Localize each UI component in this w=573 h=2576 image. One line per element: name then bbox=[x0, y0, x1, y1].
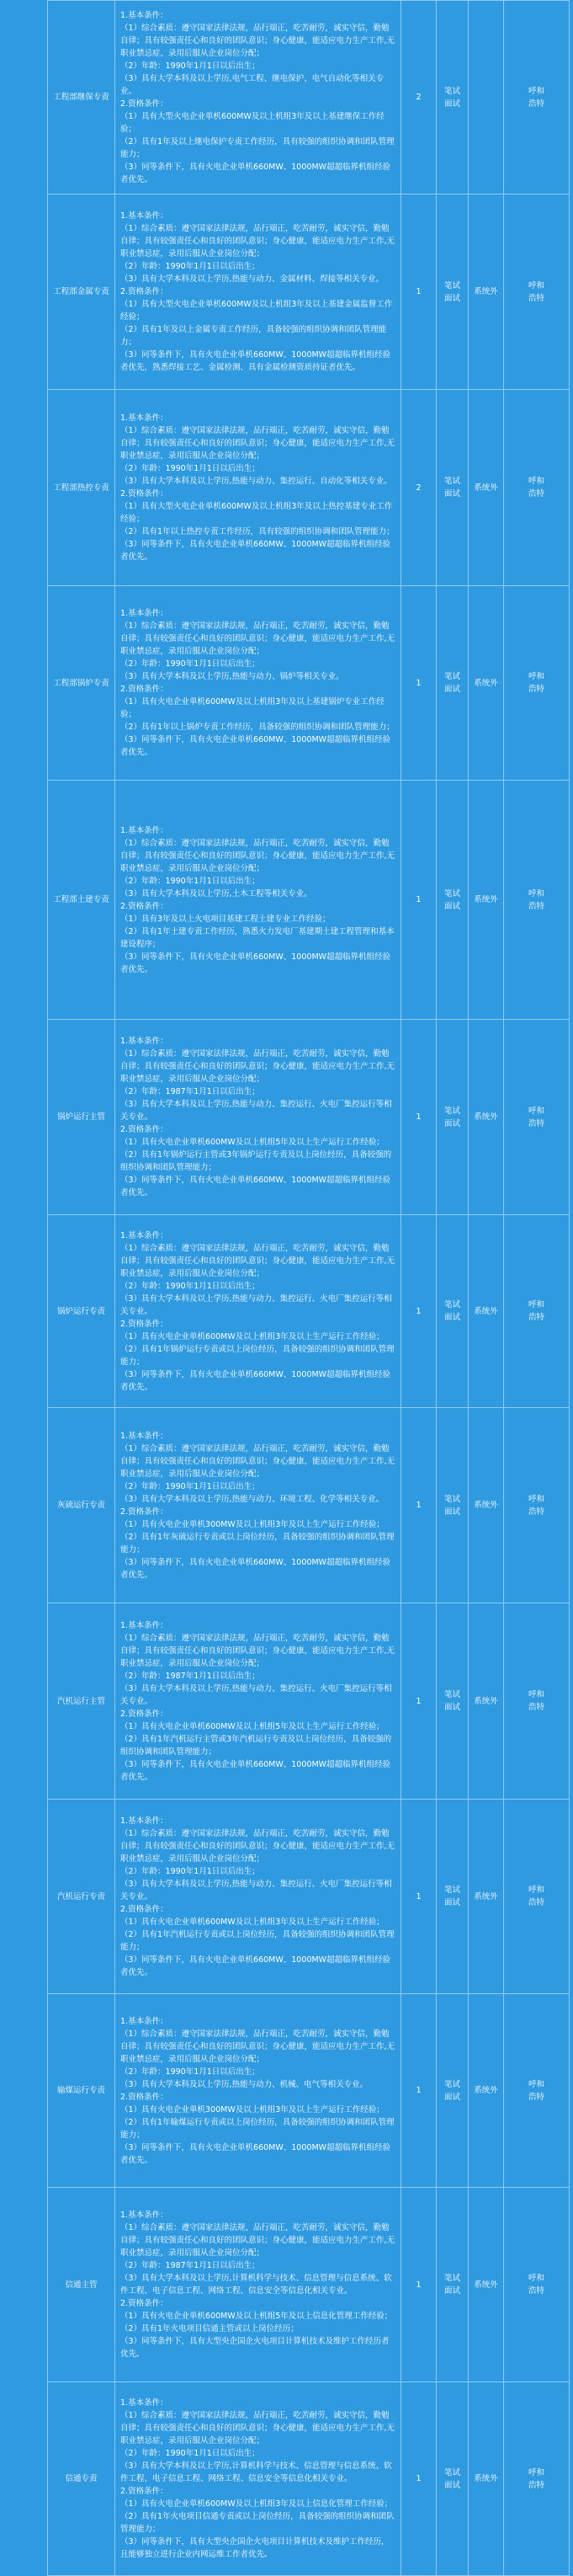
requirement-line: （1）具有火电企业单机600MW及以上机组3年及以上生产运行工作经验； bbox=[120, 1331, 385, 1341]
requirement-line: 1.基本条件： bbox=[120, 1816, 168, 1826]
requirement-line: （3）同等条件下，具有大型央企国企火电项目计算机技术及维护工作经历者优先。 bbox=[120, 2337, 390, 2359]
requirement-line: （1）具有火电企业单机300MW及以上机组3年及以上生产运行工作经验； bbox=[120, 1519, 385, 1529]
requirements-cell bbox=[115, 1603, 401, 1800]
exam-method: 笔试 面试 bbox=[437, 195, 469, 390]
recruitment-table bbox=[47, 0, 570, 2576]
table-row bbox=[48, 390, 570, 586]
position-name: 工程部继保专责 bbox=[48, 1, 115, 195]
exam-method: 笔试 面试 bbox=[437, 1020, 469, 1215]
requirement-line: 2.资格条件： bbox=[120, 2092, 168, 2102]
requirements-cell bbox=[115, 1800, 401, 1994]
table-row bbox=[48, 195, 570, 390]
headcount: 2 bbox=[401, 390, 437, 586]
requirement-line: （2）年龄：1990年1月1日以后出生； bbox=[120, 1281, 260, 1291]
position-name: 工程部热控专责 bbox=[48, 390, 115, 586]
exam-method: 笔试 面试 bbox=[437, 1408, 469, 1603]
requirements-cell bbox=[115, 586, 401, 781]
requirement-line: 1.基本条件： bbox=[120, 1230, 168, 1240]
work-location: 呼和 浩特 bbox=[504, 1800, 570, 1994]
requirement-line: （1）综合素质：遵守国家法律法规，品行端正，吃苦耐劳，诚实守信，勤勉自律；具有较强责任心和良好的团队意识；身心健康，能适应电力生产工作,无职业禁忌症，录用后服从企业岗位分配； bbox=[120, 621, 395, 656]
requirement-line: （3）同等条件下，具有火电企业单机660MW、1000MW超超临界机组经验者优先。 bbox=[120, 1369, 391, 1392]
headcount: 1 bbox=[401, 1215, 437, 1408]
requirement-line: （1）综合素质：遵守国家法律法规，品行端正，吃苦耐劳，诚实守信，勤勉自律；具有较强责任心和良好的团队意识；身心健康，能适应电力生产工作,无职业禁忌症，录用后服从企业岗位分配； bbox=[120, 426, 395, 461]
headcount: 1 bbox=[401, 195, 437, 390]
requirement-line: 1.基本条件： bbox=[120, 1620, 168, 1630]
requirement-line: （1）具有火电企业单机600MW及以上机组3年及以上基建锅炉专业工作经验； bbox=[120, 697, 385, 719]
headcount: 1 bbox=[401, 1603, 437, 1800]
requirement-line: （2）年龄：1990年1月1日以后出生； bbox=[120, 1866, 260, 1876]
requirement-line: 2.资格条件： bbox=[120, 1904, 168, 1914]
table-row bbox=[48, 1603, 570, 1800]
table-row bbox=[48, 1, 570, 195]
requirement-line: （3）具有大学本科及以上学历,热能与动力、集控运行、火电厂集控运行等相关专业。 bbox=[120, 1879, 392, 1901]
work-location: 呼和 浩特 bbox=[504, 1603, 570, 1800]
requirement-line: 2.资格条件： bbox=[120, 1319, 168, 1329]
requirement-line: 1.基本条件： bbox=[120, 609, 168, 618]
requirement-line: （2）年龄：1990年1月1日以后出生； bbox=[120, 464, 260, 473]
exam-method: 笔试 面试 bbox=[437, 2188, 469, 2382]
requirements-cell bbox=[115, 781, 401, 1020]
table-row bbox=[48, 781, 570, 1020]
headcount: 1 bbox=[401, 1994, 437, 2188]
requirement-line: 2.资格条件： bbox=[120, 287, 168, 296]
exam-method: 笔试 面试 bbox=[437, 1994, 469, 2188]
requirement-line: （1）综合素质：遵守国家法律法规，品行端正，吃苦耐劳，诚实守信，勤勉自律；具有较强责任心和良好的团队意识；身心健康，能适应电力生产工作,无职业禁忌症，录用后服从企业岗位分配； bbox=[120, 1049, 395, 1084]
requirement-line: （2）年龄：1990年1月1日以后出生； bbox=[120, 2067, 260, 2077]
position-name: 汽机运行专责 bbox=[48, 1800, 115, 1994]
requirement-line: （2）具有1年及以上继电保护专责工作经历，具有较强的组织协调和团队管理能力； bbox=[120, 136, 395, 159]
work-location: 呼和 浩特 bbox=[504, 781, 570, 1020]
recruit-scope: 系统外 bbox=[469, 195, 504, 390]
table-row bbox=[48, 1408, 570, 1603]
recruit-scope: 系统外 bbox=[469, 390, 504, 586]
requirement-line: （2）年龄：1990年1月1日以后出生； bbox=[120, 2449, 260, 2458]
requirement-line: （3）具有大学本科及以上学历,热能与动力、集控运行、火电厂集控运行等相关专业。 bbox=[120, 1100, 392, 1122]
recruit-scope bbox=[469, 1, 504, 195]
requirement-line: （2）具有1年土建专责工作经历，熟悉火力发电厂基建期土建工程管理和基本建设程序； bbox=[120, 926, 395, 949]
requirement-line: （2）年龄：1990年1月1日以后出生； bbox=[120, 876, 260, 886]
work-location: 呼和 浩特 bbox=[504, 1408, 570, 1603]
requirement-line: （3）具有大学本科及以上学历,热能与动力、集控运行、火电厂集控运行等相关专业。 bbox=[120, 1683, 392, 1706]
requirement-line: （3）具有大学本科及以上学历,热能与动力、金属材料、焊接等相关专业。 bbox=[120, 275, 385, 284]
requirement-line: （1）具有火电企业单机600MW及以上机组5年及以上生产运行工作经验； bbox=[120, 1138, 385, 1147]
requirement-line: （2）年龄：1987年1月1日以后出生； bbox=[120, 1671, 260, 1681]
requirement-line: （1）综合素质：遵守国家法律法规，品行端正，吃苦耐劳，诚实守信，勤勉自律；具有较强责任心和良好的团队意识；身心健康，能适应电力生产工作,无职业禁忌症，录用后服从企业岗位分配； bbox=[120, 1828, 395, 1864]
requirement-line: 2.资格条件： bbox=[120, 685, 168, 694]
recruit-scope: 系统外 bbox=[469, 1215, 504, 1408]
requirement-line: （3）具有大学本科及以上学历,热能与动力、集控运行、火电厂集控运行等相关专业。 bbox=[120, 1293, 392, 1316]
exam-method: 笔试 面试 bbox=[437, 390, 469, 586]
requirement-line: 1.基本条件： bbox=[120, 413, 168, 423]
requirement-line: 2.资格条件： bbox=[120, 489, 168, 499]
requirement-line: （2）具有1年以上锅炉专责工作经历，具备较强的组织协调和团队管理能力； bbox=[120, 723, 395, 732]
table-row bbox=[48, 2188, 570, 2382]
requirement-line: （2）年龄：1990年1月1日以后出生； bbox=[120, 262, 260, 271]
table-row bbox=[48, 1215, 570, 1408]
requirement-line: 2.资格条件： bbox=[120, 1507, 168, 1517]
requirement-line: （2）具有1年锅炉运行专责或以上岗位经历，具备较强的组织协调和团队管理能力； bbox=[120, 1344, 395, 1367]
requirement-line: （3）同等条件下，具有火电企业单机660MW、1000MW超超临界机组经验者优先。 bbox=[120, 2142, 391, 2165]
requirement-line: （1）具有火电企业单机600MW及以上机组3年及以上生产运行工作经验； bbox=[120, 1917, 385, 1927]
requirement-line: （1）具有大型火电企业单机600MW及以上机组3年及以上基建继保工作经验； bbox=[120, 111, 385, 134]
headcount: 1 bbox=[401, 1020, 437, 1215]
exam-method: 笔试 面试 bbox=[437, 781, 469, 1020]
table-row bbox=[48, 1020, 570, 1215]
position-name: 工程部锅炉专责 bbox=[48, 586, 115, 781]
requirement-line: （1）综合素质：遵守国家法律法规，品行端正，吃苦耐劳，诚实守信，勤勉自律；具有较强责任心和良好的团队意识；身心健康，能适应电力生产工作,无职业禁忌症，录用后服从企业岗位分配； bbox=[120, 224, 395, 259]
requirement-line: （2）年龄：1987年1月1日以后出生； bbox=[120, 2261, 260, 2270]
position-name: 信通主管 bbox=[48, 2188, 115, 2382]
requirement-line: （1）综合素质：遵守国家法律法规，品行端正，吃苦耐劳，诚实守信，勤勉自律；具有较强责任心和良好的团队意识；身心健康，能适应电力生产工作,无职业禁忌症，录用后服从企业岗位分配； bbox=[120, 2411, 395, 2445]
requirement-line: （3）具有大学本科及以上学历,热能与动力、环境工程、化学等相关专业。 bbox=[120, 1494, 385, 1504]
work-location: 呼和 浩特 bbox=[504, 1994, 570, 2188]
requirement-line: 1.基本条件： bbox=[120, 2398, 168, 2408]
requirements-cell bbox=[115, 2382, 401, 2576]
requirement-line: （2）具有1年灰硫运行专责或以上岗位经历，具备较强的组织协调和团队管理能力； bbox=[120, 1532, 395, 1555]
recruit-scope: 系统外 bbox=[469, 1408, 504, 1603]
requirement-line: （1）具有火电企业单机600MW及以上机组5年及以上生产运行工作经验； bbox=[120, 1721, 385, 1731]
requirement-line: （3）具有大学本科及以上学历,土木工程等相关专业。 bbox=[120, 888, 312, 899]
requirement-line: （1）综合素质：遵守国家法律法规，品行端正，吃苦耐劳，诚实守信，勤勉自律；具有较强责任心和良好的团队意识；身心健康，能适应电力生产工作,无职业禁忌症，录用后服从企业岗位分配； bbox=[120, 838, 395, 873]
requirement-line: （1）具有火电企业单机600MW及以上机组3年及以上信息化管理工作经验； bbox=[120, 2499, 393, 2509]
left-margin bbox=[0, 0, 47, 2575]
position-name: 信通专责 bbox=[48, 2382, 115, 2576]
requirement-line: 1.基本条件： bbox=[120, 1037, 168, 1046]
work-location: 呼和 浩特 bbox=[504, 2188, 570, 2382]
requirement-line: 1.基本条件： bbox=[120, 211, 168, 221]
position-name: 锅炉运行主管 bbox=[48, 1020, 115, 1215]
requirement-line: （3）同等条件下，具有火电企业单机660MW、1000MW超超临界机组经验者优先。 bbox=[120, 162, 391, 184]
requirement-line: （1）综合素质：遵守国家法律法规，品行端正，吃苦耐劳，诚实守信，勤勉自律；具有较强责任心和良好的团队意识；身心健康，能适应电力生产工作,无职业禁忌症，录用后服从企业岗位分配； bbox=[120, 1243, 395, 1278]
headcount: 1 bbox=[401, 1800, 437, 1994]
position-name: 汽机运行主管 bbox=[48, 1603, 115, 1800]
recruit-scope: 系统外 bbox=[469, 2188, 504, 2382]
requirement-line: 2.资格条件： bbox=[120, 901, 168, 911]
requirement-line: 2.资格条件： bbox=[120, 2299, 168, 2308]
requirement-line: （1）综合素质：遵守国家法律法规，品行端正，吃苦耐劳，诚实守信，勤勉自律；具有较强责任心和良好的团队意识；身心健康，能适应电力生产工作,无职业禁忌症，录用后服从企业岗位分配； bbox=[120, 2223, 395, 2258]
requirement-line: （3）具有大学本科及以上学历,电气工程、继电保护、电气自动化等相关专业。 bbox=[120, 73, 385, 96]
work-location: 呼和 浩特 bbox=[504, 2382, 570, 2576]
requirement-line: 2.资格条件： bbox=[120, 1709, 168, 1719]
table-row bbox=[48, 586, 570, 781]
requirement-line: （3）同等条件下，具有大型央企国企火电项目计算机技术及维护工作经历，且能够独立进行企业内网运维工作者优先。 bbox=[120, 2537, 390, 2559]
work-location: 呼和 浩特 bbox=[504, 1215, 570, 1408]
requirement-line: （2）具有1年汽机运行专责或以上岗位经历，具备较强的组织协调和团队管理能力； bbox=[120, 1929, 395, 1952]
requirement-line: （3）具有大学本科及以上学历,热能与动力、集控运行、自动化等相关专业。 bbox=[120, 477, 392, 486]
requirements-cell bbox=[115, 1994, 401, 2188]
recruit-scope: 系统外 bbox=[469, 1020, 504, 1215]
requirement-line: （2）年龄：1990年1月1日以后出生； bbox=[120, 61, 260, 71]
table-row bbox=[48, 1994, 570, 2188]
position-name: 锅炉运行专责 bbox=[48, 1215, 115, 1408]
requirement-line: （2）具有1年火电项目信通主管或以上岗位经历； bbox=[120, 2324, 299, 2333]
work-location: 呼和 浩特 bbox=[504, 1, 570, 195]
position-name: 工程部土建专责 bbox=[48, 781, 115, 1020]
position-name: 工程部金属专责 bbox=[48, 195, 115, 390]
headcount: 1 bbox=[401, 2382, 437, 2576]
requirement-line: （2）具有1年汽机运行主管或3年汽机运行专责及以上岗位经历，具备较强的组织协调和团队管理能力； bbox=[120, 1734, 392, 1757]
requirement-line: （2）年龄：1987年1月1日以后出生； bbox=[120, 1087, 260, 1096]
requirements-cell bbox=[115, 1215, 401, 1408]
requirement-line: （2）年龄：1990年1月1日以后出生； bbox=[120, 659, 260, 669]
table-body bbox=[48, 1, 570, 2576]
requirements-cell bbox=[115, 1408, 401, 1603]
position-name: 输煤运行专责 bbox=[48, 1994, 115, 2188]
requirement-line: （1）具有火电企业单机300MW及以上机组3年及以上生产运行工作经验； bbox=[120, 2104, 385, 2115]
headcount: 2 bbox=[401, 1, 437, 195]
requirement-line: （1）具有大型火电企业单机600MW及以上机组3年及以上热控基建专业工作经验； bbox=[120, 502, 393, 524]
requirement-line: （3）同等条件下，具有火电企业单机660MW、1000MW超超临界机组经验者优先，熟悉焊接工艺、金属检测、具有金属检测资质持证者优先。 bbox=[120, 350, 391, 372]
headcount: 1 bbox=[401, 2188, 437, 2382]
requirements-cell bbox=[115, 2188, 401, 2382]
requirement-line: （1）具有3年及以上火电项目基建工程土建专业工作经验； bbox=[120, 914, 331, 924]
work-location: 呼和 浩特 bbox=[504, 1020, 570, 1215]
recruit-scope: 系统外 bbox=[469, 2382, 504, 2576]
requirement-line: （1）综合素质：遵守国家法律法规，品行端正，吃苦耐劳，诚实守信，勤勉自律；具有较强责任心和良好的团队意识；身心健康，能适应电力生产工作,无职业禁忌症，录用后服从企业岗位分配； bbox=[120, 1443, 395, 1479]
requirement-line: （1）综合素质：遵守国家法律法规，品行端正，吃苦耐劳，诚实守信，勤勉自律；具有较强责任心和良好的团队意识；身心健康，能适应电力生产工作,无职业禁忌症，录用后服从企业岗位分配； bbox=[120, 1633, 395, 1668]
work-location: 呼和 浩特 bbox=[504, 586, 570, 781]
recruit-scope: 系统外 bbox=[469, 586, 504, 781]
exam-method: 笔试 面试 bbox=[437, 2382, 469, 2576]
recruit-scope: 系统外 bbox=[469, 781, 504, 1020]
requirements-cell bbox=[115, 1020, 401, 1215]
exam-method: 笔试 面试 bbox=[437, 1800, 469, 1994]
requirement-line: 1.基本条件： bbox=[120, 825, 168, 835]
table-row bbox=[48, 1800, 570, 1994]
requirement-line: （3）同等条件下，具有火电企业单机660MW、1000MW超超临界机组经验者优先。 bbox=[120, 1176, 391, 1197]
requirement-line: （3）具有大学本科及以上学历,热能与动力、机械、电气等相关专业。 bbox=[120, 2079, 369, 2089]
requirement-line: （2）具有1年锅炉运行主管或3年锅炉运行专责及以上岗位经历，具备较强的组织协调和团队管理能力； bbox=[120, 1150, 392, 1172]
requirement-line: （3）具有大学本科及以上学历,热能与动力、锅炉等相关专业。 bbox=[120, 672, 344, 681]
requirement-line: （2）年龄：1990年1月1日以后出生； bbox=[120, 1481, 260, 1491]
requirement-line: 2.资格条件： bbox=[120, 2487, 168, 2496]
requirement-line: （1）具有大型火电企业单机600MW及以上机组3年及以上基建金属监督工作经验； bbox=[120, 300, 393, 322]
headcount: 1 bbox=[401, 1408, 437, 1603]
requirements-cell bbox=[115, 1, 401, 195]
table-row bbox=[48, 2382, 570, 2576]
requirement-line: （3）同等条件下，具有火电企业单机660MW、1000MW超超临界机组经验者优先。 bbox=[120, 1557, 391, 1580]
requirement-line: （3）同等条件下，具有火电企业单机660MW、1000MW超超临界机组经验者优先。 bbox=[120, 540, 391, 562]
requirement-line: （2）具有1年火电项目信通专责或以上岗位经历，具备较强的组织协调和团队管理能力； bbox=[120, 2512, 395, 2534]
requirement-line: （3）具有大学本科及以上学历,计算机科学与技术、信息管理与信息系统、软件工程、电子信息工程、网络工程、信息安全等信息化相关专业。 bbox=[120, 2274, 392, 2296]
headcount: 1 bbox=[401, 586, 437, 781]
requirement-line: （2）具有1年以上热控专责工作经历，具有较强的组织协调和团队管理能力； bbox=[120, 527, 395, 536]
recruit-scope: 系统外 bbox=[469, 1994, 504, 2188]
exam-method: 笔试 面试 bbox=[437, 1, 469, 195]
requirement-line: 2.资格条件： bbox=[120, 99, 168, 109]
requirement-line: （3）具有大学本科及以上学历,计算机科学与技术、信息管理与信息系统、软件工程、电子信息工程、网络工程、信息安全等信息化相关专业。 bbox=[120, 2461, 392, 2483]
requirement-line: （3）同等条件下，具有火电企业单机660MW、1000MW超超临界机组经验者优先。 bbox=[120, 735, 391, 757]
recruit-scope: 系统外 bbox=[469, 1800, 504, 1994]
requirement-line: 1.基本条件： bbox=[120, 2016, 168, 2026]
exam-method: 笔试 面试 bbox=[437, 1215, 469, 1408]
requirement-line: 2.资格条件： bbox=[120, 1125, 168, 1134]
requirement-line: （1）综合素质：遵守国家法律法规，品行端正，吃苦耐劳，诚实守信，勤勉自律；具有较强责任心和良好的团队意识；身心健康，能适应电力生产工作,无职业禁忌症，录用后服从企业岗位分配； bbox=[120, 23, 395, 58]
exam-method: 笔试 面试 bbox=[437, 586, 469, 781]
requirement-line: （1）综合素质：遵守国家法律法规，品行端正，吃苦耐劳，诚实守信，勤勉自律；具有较强责任心和良好的团队意识；身心健康，能适应电力生产工作,无职业禁忌症，录用后服从企业岗位分配； bbox=[120, 2029, 395, 2064]
requirement-line: （3）同等条件下，具有火电企业单机660MW、1000MW超超临界机组经验者优先。 bbox=[120, 1955, 391, 1977]
requirement-line: 1.基本条件： bbox=[120, 1431, 168, 1441]
requirement-line: 1.基本条件： bbox=[120, 10, 168, 20]
work-location: 呼和 浩特 bbox=[504, 195, 570, 390]
requirement-line: 1.基本条件： bbox=[120, 2211, 168, 2220]
work-location: 呼和 浩特 bbox=[504, 390, 570, 586]
recruit-scope: 系统外 bbox=[469, 1603, 504, 1800]
requirement-line: （2）具有1年输煤运行专责或以上岗位经历，具备较强的组织协调和团队管理能力； bbox=[120, 2117, 395, 2140]
requirement-line: （3）同等条件下，具有火电企业单机660MW、1000MW超超临界机组经验者优先。 bbox=[120, 1759, 391, 1782]
requirements-cell bbox=[115, 390, 401, 586]
requirements-cell bbox=[115, 195, 401, 390]
exam-method: 笔试 面试 bbox=[437, 1603, 469, 1800]
headcount: 1 bbox=[401, 781, 437, 1020]
requirement-line: （1）具有火电企业单机600MW及以上机组5年及以上信息化管理工作经验； bbox=[120, 2312, 393, 2321]
requirement-line: （2）具有1年及以上金属专责工作经历，具备较强的组织协调和团队管理能力； bbox=[120, 325, 387, 347]
requirement-line: （3）同等条件下，具有火电企业单机660MW、1000MW超超临界机组经验者优先。 bbox=[120, 952, 391, 974]
position-name: 灰硫运行专责 bbox=[48, 1408, 115, 1603]
